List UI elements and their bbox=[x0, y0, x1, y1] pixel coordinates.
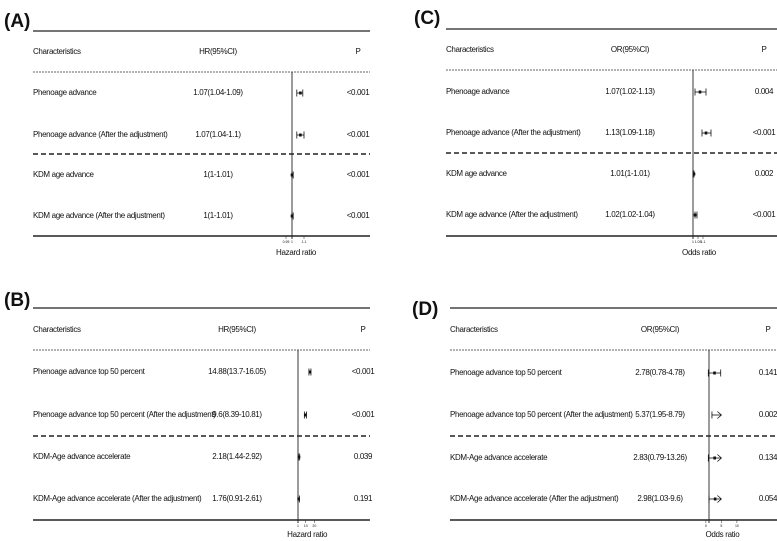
row-estimate-text: 1.76(0.91-2.61) bbox=[212, 494, 262, 504]
panel-label: (D) bbox=[412, 299, 439, 321]
row-label: Phenoage advance top 50 percent (After the adjustment) bbox=[33, 410, 216, 420]
point-estimate bbox=[299, 92, 302, 95]
axis-tick-label: 1.1 bbox=[700, 239, 706, 244]
header-estimate: OR(95%CI) bbox=[640, 325, 680, 335]
row-label: KDM-Age advance accelerate bbox=[450, 453, 548, 463]
row-estimate-text: 2.78(0.78-4.78) bbox=[635, 368, 685, 378]
row-estimate-text: 2.83(0.79-13.26) bbox=[633, 453, 687, 463]
axis-tick-label: 1.05 bbox=[694, 239, 702, 244]
row-p-value: <0.001 bbox=[346, 170, 370, 180]
row-estimate-text: 2.98(1.03-9.6) bbox=[637, 494, 683, 504]
row-label: Phenoage advance bbox=[33, 88, 97, 98]
panel-label: (B) bbox=[4, 290, 31, 312]
axis-tick-label: 1 bbox=[291, 239, 293, 244]
row-p-value: 0.134 bbox=[758, 453, 777, 463]
point-estimate bbox=[299, 134, 302, 137]
row-p-value: 0.141 bbox=[758, 368, 777, 378]
point-estimate bbox=[705, 132, 708, 135]
row-p-value: 0.002 bbox=[754, 169, 774, 179]
x-axis-label: Hazard ratio bbox=[287, 530, 328, 540]
row-label: KDM-Age advance accelerate (After the adjustment) bbox=[33, 494, 202, 504]
row-estimate-text: 1.13(1.09-1.18) bbox=[605, 128, 655, 138]
row-p-value: <0.001 bbox=[351, 410, 375, 420]
row-label: KDM age advance (After the adjustment) bbox=[446, 210, 578, 220]
axis-tick-label: 0.95 bbox=[282, 239, 290, 244]
point-estimate bbox=[297, 498, 300, 501]
row-label: Phenoage advance top 50 percent (After the adjustment) bbox=[450, 410, 633, 420]
header-estimate: OR(95%CI) bbox=[610, 45, 650, 55]
point-estimate bbox=[713, 457, 716, 460]
x-axis-label: Odds ratio bbox=[705, 530, 740, 540]
axis-tick-label: 20 bbox=[312, 523, 317, 528]
row-estimate-text: 1.02(1.02-1.04) bbox=[605, 210, 655, 220]
axis-tick-label: 1 bbox=[297, 523, 299, 528]
row-p-value: 0.039 bbox=[353, 452, 373, 462]
row-label: KDM-Age advance accelerate (After the adjustment) bbox=[450, 494, 619, 504]
x-axis-label: Hazard ratio bbox=[276, 248, 316, 258]
row-p-value: <0.001 bbox=[346, 130, 370, 140]
point-estimate bbox=[304, 414, 307, 417]
x-axis-label: Odds ratio bbox=[682, 248, 716, 258]
panel-label: (C) bbox=[414, 8, 441, 30]
row-label: KDM-Age advance accelerate bbox=[33, 452, 131, 462]
row-label: KDM age advance bbox=[33, 170, 94, 180]
row-p-value: <0.001 bbox=[346, 211, 370, 221]
header-characteristics: Characteristics bbox=[446, 45, 494, 55]
row-p-value: <0.001 bbox=[752, 210, 776, 220]
panel-label: (A) bbox=[4, 11, 31, 33]
row-label: KDM age advance (After the adjustment) bbox=[33, 211, 165, 221]
row-label: Phenoage advance top 50 percent bbox=[450, 368, 562, 378]
row-estimate-text: 2.18(1.44-2.92) bbox=[212, 452, 262, 462]
row-label: KDM age advance bbox=[446, 169, 507, 179]
axis-tick-label: 5 bbox=[720, 523, 723, 528]
axis-tick-label: 0 bbox=[704, 523, 707, 528]
header-characteristics: Characteristics bbox=[33, 325, 81, 335]
forest-panel-a bbox=[4, 11, 370, 257]
row-p-value: <0.001 bbox=[752, 128, 776, 138]
row-p-value: 0.191 bbox=[353, 494, 373, 504]
axis-tick-label: 10 bbox=[303, 523, 308, 528]
row-estimate-text: 1.07(1.02-1.13) bbox=[605, 87, 655, 97]
point-estimate bbox=[699, 91, 702, 94]
row-estimate-text: 1(1-1.01) bbox=[203, 170, 233, 180]
axis-tick-label: 10 bbox=[734, 523, 739, 528]
header-characteristics: Characteristics bbox=[33, 47, 81, 57]
row-p-value: 0.002 bbox=[758, 410, 777, 420]
header-p: P bbox=[765, 325, 771, 335]
row-label: Phenoage advance (After the adjustment) bbox=[446, 128, 581, 138]
header-estimate: HR(95%CI) bbox=[199, 47, 237, 57]
header-estimate: HR(95%CI) bbox=[218, 325, 256, 335]
header-p: P bbox=[355, 47, 361, 57]
header-p: P bbox=[360, 325, 366, 335]
row-estimate-text: 1(1-1.01) bbox=[203, 211, 233, 221]
point-estimate bbox=[713, 372, 716, 375]
row-estimate-text: 9.6(8.39-10.81) bbox=[212, 410, 262, 420]
point-estimate bbox=[309, 371, 312, 374]
point-estimate bbox=[291, 174, 294, 177]
row-estimate-text: 1.01(1-1.01) bbox=[610, 169, 650, 179]
point-estimate bbox=[693, 173, 696, 176]
row-label: Phenoage advance (After the adjustment) bbox=[33, 130, 168, 140]
row-p-value: <0.001 bbox=[351, 367, 375, 377]
row-estimate-text: 14.88(13.7-16.05) bbox=[208, 367, 266, 377]
point-estimate bbox=[714, 498, 717, 501]
forest-panel-c bbox=[414, 8, 777, 257]
point-estimate bbox=[291, 215, 294, 218]
row-p-value: 0.054 bbox=[758, 494, 777, 504]
axis-tick-label: 1 bbox=[692, 239, 694, 244]
header-characteristics: Characteristics bbox=[450, 325, 498, 335]
row-p-value: <0.001 bbox=[346, 88, 370, 98]
forest-panel-b bbox=[4, 290, 375, 539]
row-estimate-text: 1.07(1.04-1.1) bbox=[195, 130, 241, 140]
axis-tick-label: 1.1 bbox=[301, 239, 307, 244]
row-p-value: 0.004 bbox=[754, 87, 774, 97]
header-p: P bbox=[761, 45, 767, 55]
point-estimate bbox=[694, 214, 697, 217]
row-label: Phenoage advance bbox=[446, 87, 510, 97]
row-estimate-text: 1.07(1.04-1.09) bbox=[193, 88, 243, 98]
row-label: Phenoage advance top 50 percent bbox=[33, 367, 145, 377]
point-estimate bbox=[298, 456, 301, 459]
row-estimate-text: 5.37(1.95-8.79) bbox=[635, 410, 685, 420]
forest-panel-d bbox=[412, 299, 777, 539]
